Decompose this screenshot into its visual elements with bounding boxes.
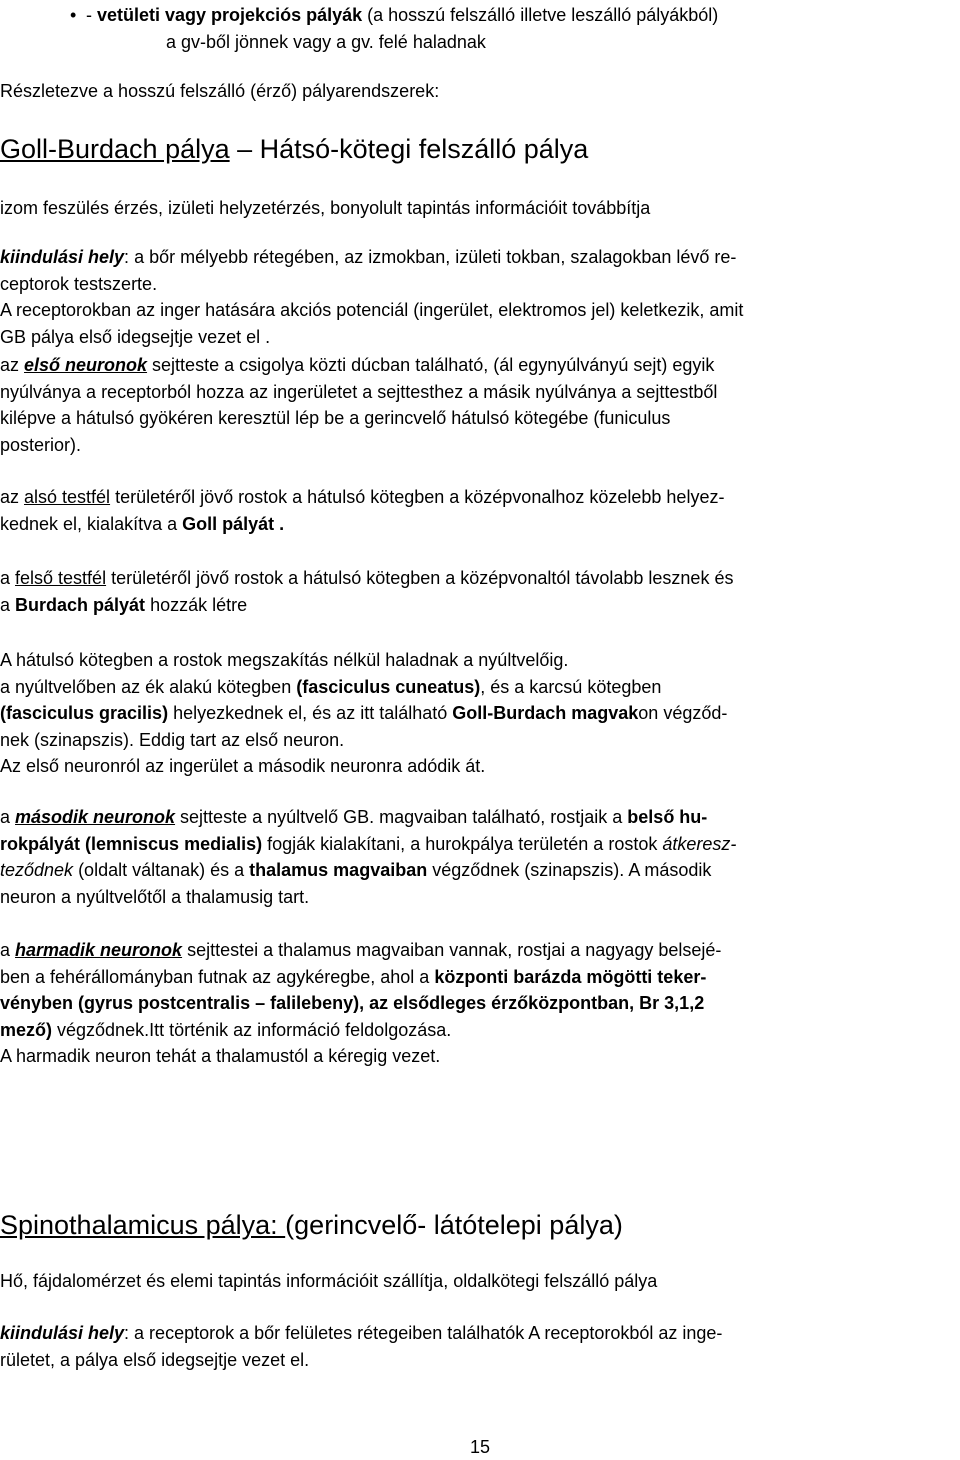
bullet-dot-icon: • [70,5,77,25]
goll-first-neuron: az első neuronok sejtteste a csigolya közti dúcban található, (ál egynyúlványú sejt) egyik nyúlványa a receptorból hozza az ingerületet a sejttesthez a másik nyúlványa a sejttestből kilépve a hátulsó gyökéren keresztül lép be a gerincvelő hátulsó kötegébe (funiculus posterior). [0,355,718,455]
spino-title: Spinothalamicus pálya: (gerincvelő- látótelepi pálya) [0,1210,623,1240]
goll-title: Goll-Burdach pálya – Hátsó-kötegi felszálló pálya [0,134,589,164]
goll-start: kiindulási hely: a bőr mélyebb rétegében, az izmokban, izületi tokban, szalagokban lévő re- ceptorok testszerte. [0,247,737,294]
goll-second-neuron: a második neuronok sejtteste a nyúltvelő GB. magvaiban található, rostjaik a belső hu- rokpályát (lemniscus medialis) fogják kialakítani, a hurokpálya területén a rostok átkeresz- teződnek (oldalt váltanak) és a thalamus magvaiban végződnek (szinapszis). A második neuron a nyúltvelőtől a thalamusig tart. [0,807,737,907]
spino-start: kiindulási hely: a receptorok a bőr felületes rétegeiben találhatók A receptorokból az inge- rületet, a pálya első idegsejtje vezet el. [0,1323,723,1370]
goll-receptor: A receptorokban az inger hatására akciós potenciál (ingerület, elektromos jel) keletkezik, amit GB pálya első idegsejtje vezet el . [0,300,744,347]
bullet-item: • - vetületi vagy projekciós pályák (a hosszú felszálló illetve leszálló pályákból) a gv-ből jönnek vagy a gv. felé haladnak [70,2,950,55]
goll-medulla: A hátulsó kötegben a rostok megszakítás nélkül haladnak a nyúltvelőig. a nyúltvelőben az ék alakú kötegben (fasciculus cuneatus), és a karcsú kötegben (fasciculus gracilis) helyezkednek el, és az itt található Goll-Burdach magvakon végződ- nek (szinapszis). Eddig tart az első neuron. Az első neuronról az ingerület a második neuronra adódik át. [0,650,728,776]
spino-description: Hő, fájdalomérzet és elemi tapintás információit szállítja, oldalkötegi felszálló pálya [0,1271,658,1291]
goll-upper-body: a felső testfél területéről jövő rostok a hátulsó kötegben a középvonaltól távolabb lesznek és a Burdach pályát hozzák létre [0,568,734,615]
goll-description: izom feszülés érzés, izületi helyzetérzés, bonyolult tapintás információit továbbítja [0,198,651,218]
bullet-term: vetületi vagy projekciós pályák [97,5,363,25]
section-intro: Részletezve a hosszú felszálló (érző) pályarendszerek: [0,81,440,101]
bullet-line2: a gv-ből jönnek vagy a gv. felé haladnak [166,31,486,52]
goll-third-neuron: a harmadik neuronok sejttestei a thalamus magvaiban vannak, rostjai a nagyagy belsejé- ben a fehérállományban futnak az agykéregbe, ahol a központi barázda mögötti teker- vényben (gyrus postcentralis – falilebeny), az elsődleges érzőközpontban, Br 3,1,2 mező) végződnek.Itt történik az információ feldolgozása. A harmadik neuron tehát a thalamustól a kéregig vezet. [0,940,722,1066]
page-number: 15 [469,1437,491,1457]
goll-lower-body: az alsó testfél területéről jövő rostok a hátulsó kötegben a középvonalhoz közelebb helyez- kednek el, kialakítva a Goll pályát . [0,487,725,534]
